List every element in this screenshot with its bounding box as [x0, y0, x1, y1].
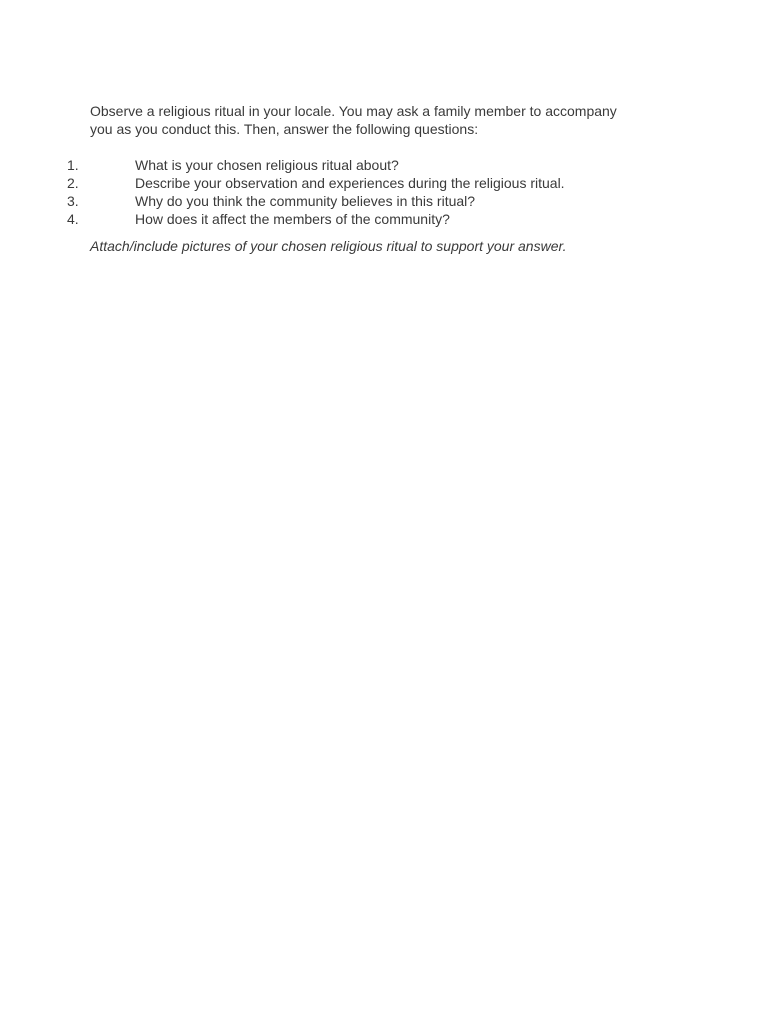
instructions-line: Observe a religious ritual in your locale. You may ask a family member to accompany — [90, 103, 617, 119]
list-item — [67, 174, 565, 192]
questions-list — [67, 156, 565, 228]
attachment-note: Attach/include pictures of your chosen religious ritual to support your answer. — [90, 238, 567, 254]
question-number: 3. — [67, 193, 79, 209]
question-text: Why do you think the community believes in this ritual? — [135, 193, 476, 209]
question-text: What is your chosen religious ritual about? — [135, 157, 399, 173]
question-number: 2. — [67, 175, 79, 191]
instructions-paragraph — [90, 102, 690, 138]
list-item — [67, 192, 565, 210]
instructions-line: you as you conduct this. Then, answer the following questions: — [90, 121, 479, 137]
question-number: 4. — [67, 211, 79, 227]
list-item — [67, 156, 565, 174]
question-text: Describe your observation and experiences during the religious ritual. — [135, 175, 565, 191]
list-item — [67, 210, 565, 228]
question-number: 1. — [67, 157, 79, 173]
question-text: How does it affect the members of the community? — [135, 211, 450, 227]
